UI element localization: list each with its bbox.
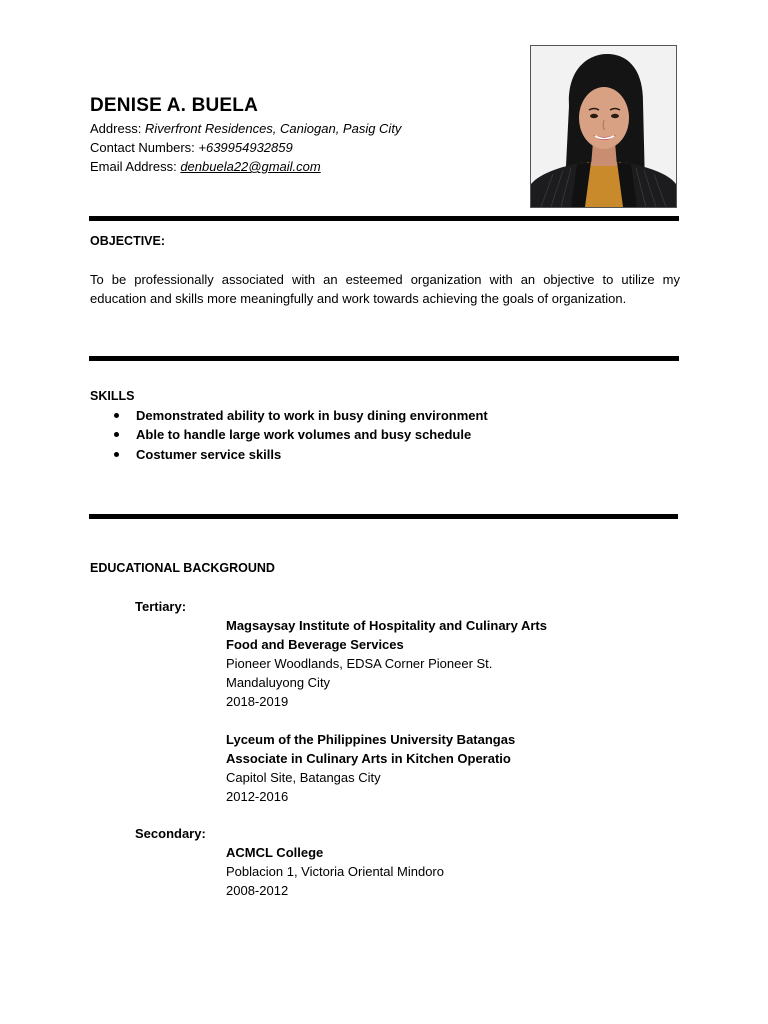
contact-label: Contact Numbers: <box>90 140 199 155</box>
tertiary-label: Tertiary: <box>135 599 187 614</box>
bullet-icon <box>114 432 119 437</box>
contact-line <box>90 140 293 155</box>
school-name: ACMCL College <box>226 845 324 860</box>
section-divider <box>89 356 679 361</box>
applicant-name: DENISE A. BUELA <box>90 95 259 116</box>
section-divider <box>89 514 678 519</box>
school-years: 2018-2019 <box>226 694 289 709</box>
course-name: Food and Beverage Services <box>226 637 404 652</box>
email-link[interactable]: denbuela22@gmail.com <box>180 159 321 174</box>
education-heading: EDUCATIONAL BACKGROUND <box>90 561 275 575</box>
bullet-icon <box>114 452 119 457</box>
email-label: Email Address: <box>90 159 181 174</box>
skills-list <box>110 406 488 464</box>
school-years: 2012-2016 <box>226 789 289 804</box>
school-name: Magsaysay Institute of Hospitality and Culinary Arts <box>226 618 547 633</box>
skill-item: Demonstrated ability to work in busy dining environment <box>110 406 488 425</box>
objective-heading: OBJECTIVE: <box>90 234 166 248</box>
contact-value: +639954932859 <box>198 140 293 155</box>
skills-heading: SKILLS <box>90 389 135 403</box>
profile-photo <box>530 45 677 208</box>
address-value: Riverfront Residences, Caniogan, Pasig City <box>144 121 402 136</box>
skill-item: Costumer service skills <box>110 445 488 464</box>
secondary-label: Secondary: <box>135 826 206 841</box>
section-divider <box>89 216 679 221</box>
course-name: Associate in Culinary Arts in Kitchen Operatio <box>226 751 511 766</box>
school-address: Pioneer Woodlands, EDSA Corner Pioneer St. <box>226 656 493 671</box>
email-line <box>90 159 321 174</box>
address-label: Address: <box>90 121 145 136</box>
profile-portrait-image <box>531 46 676 207</box>
school-address: Capitol Site, Batangas City <box>226 770 381 785</box>
objective-text: To be professionally associated with an esteemed organization with an objective to utilize my education and skills more meaningfully and work towards achieving the goals of organization. <box>90 272 680 306</box>
school-years: 2008-2012 <box>226 883 289 898</box>
school-address: Poblacion 1, Victoria Oriental Mindoro <box>226 864 444 879</box>
school-name: Lyceum of the Philippines University Batangas <box>226 732 516 747</box>
bullet-icon <box>114 413 119 418</box>
skill-item: Able to handle large work volumes and busy schedule <box>110 425 488 444</box>
address-line <box>90 121 401 136</box>
school-address: Mandaluyong City <box>226 675 331 690</box>
